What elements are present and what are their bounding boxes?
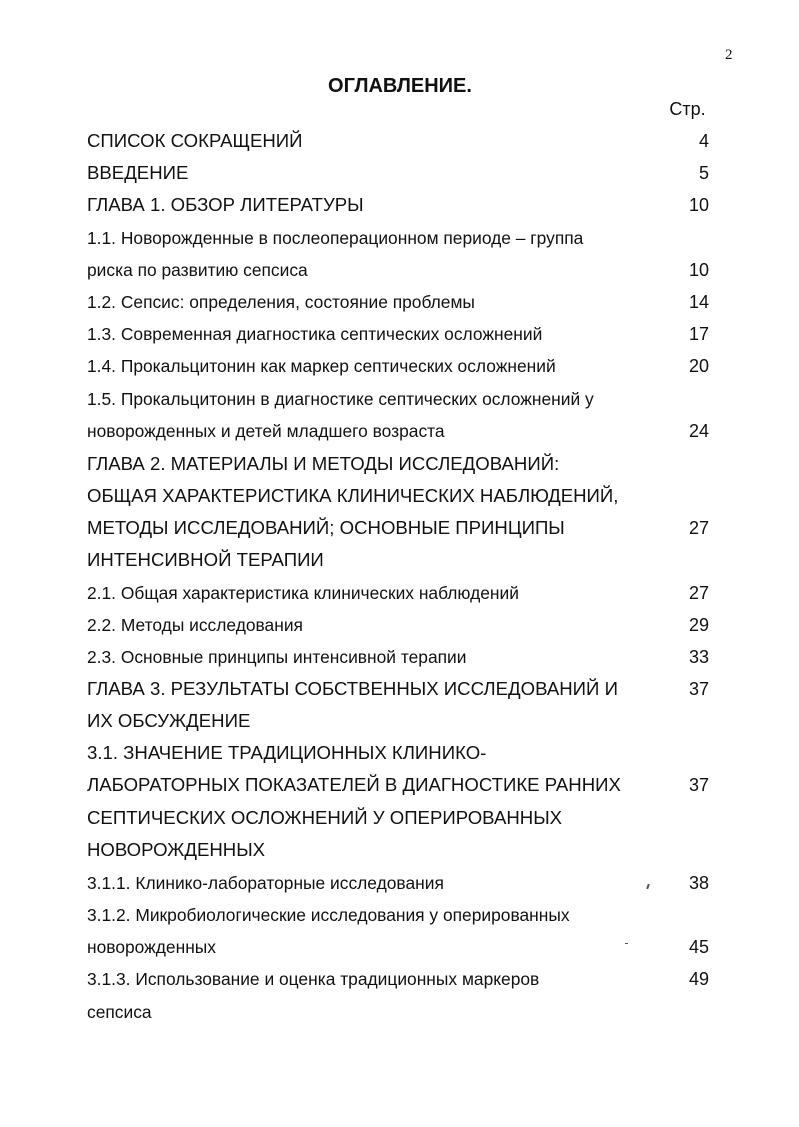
- toc-entry-text: ИНТЕНСИВНОЙ ТЕРАПИИ: [87, 549, 324, 570]
- toc-entry-text: 1.5. Прокальцитонин в диагностике септических осложнений у: [87, 389, 594, 409]
- toc-entry-page: 20: [688, 356, 709, 376]
- toc-entry-page: 24: [688, 421, 709, 441]
- toc-entry-page: 5: [698, 163, 709, 183]
- toc-entry: [87, 737, 715, 769]
- toc-entry: [87, 286, 715, 318]
- toc-entry-text: ОБЩАЯ ХАРАКТЕРИСТИКА КЛИНИЧЕСКИХ НАБЛЮДЕНИЙ,: [87, 485, 619, 506]
- toc-entry-page: 10: [688, 195, 709, 215]
- toc-entry: [87, 641, 715, 673]
- toc-entry-text: сепсиса: [87, 1002, 152, 1022]
- toc-entry: [87, 448, 715, 480]
- toc-entry-text: 3.1. ЗНАЧЕНИЕ ТРАДИЦИОННЫХ КЛИНИКО-: [87, 742, 487, 763]
- toc-entry-text: новорожденных и детей младшего возраста: [87, 421, 445, 441]
- toc-entry-text: 2.1. Общая характеристика клинических наблюдений: [87, 583, 519, 603]
- toc-entry-text: 3.1.1. Клинико-лабораторные исследования: [87, 873, 444, 893]
- toc-entry-page: 33: [688, 647, 709, 667]
- toc-entry-text: ГЛАВА 2. МАТЕРИАЛЫ И МЕТОДЫ ИССЛЕДОВАНИЙ:: [87, 453, 560, 474]
- page-title: ОГЛАВЛЕНИЕ.: [328, 75, 472, 97]
- toc-entry-page: 17: [688, 324, 709, 344]
- toc-entry-text: 3.1.3. Использование и оценка традиционных маркеров: [87, 969, 540, 989]
- toc-entry-text: ГЛАВА 1. ОБЗОР ЛИТЕРАТУРЫ: [87, 194, 364, 215]
- toc-entry-text: риска по развитию сепсиса: [87, 260, 308, 280]
- page-column-header: Стр.: [669, 99, 706, 119]
- toc-entry: [87, 350, 715, 382]
- toc-entry: [87, 996, 715, 1028]
- toc-entry-text: 1.2. Сепсис: определения, состояние проблемы: [87, 292, 475, 312]
- toc-entry: [87, 609, 715, 641]
- toc-entry-text: ГЛАВА 3. РЕЗУЛЬТАТЫ СОБСТВЕННЫХ ИССЛЕДОВАНИЙ И: [87, 678, 618, 699]
- toc-entry-text: 1.4. Прокальцитонин как маркер септических осложнений: [87, 356, 556, 376]
- toc-entry-text: 2.2. Методы исследования: [87, 615, 303, 635]
- toc-entry-text: СПИСОК СОКРАЩЕНИЙ: [87, 130, 303, 151]
- toc-entry: [87, 705, 715, 737]
- toc-entry-text: 3.1.2. Микробиологические исследования у оперированных: [87, 905, 570, 925]
- toc-entry-text: 1.1. Новорожденные в послеоперационном периоде – группа: [87, 228, 584, 248]
- toc-entry: [87, 769, 715, 801]
- toc-entry: [87, 544, 715, 576]
- toc-entry: [87, 867, 715, 899]
- toc-entry: [87, 480, 715, 512]
- toc-entry: [87, 157, 715, 189]
- toc-entry-page: 14: [688, 292, 709, 312]
- toc-entry: [87, 834, 715, 866]
- toc-entry-text: ИХ ОБСУЖДЕНИЕ: [87, 710, 251, 731]
- toc-entry: [87, 577, 715, 609]
- page-number: 2: [725, 47, 733, 63]
- toc-entry-page: 27: [688, 583, 709, 603]
- toc-entry: [87, 931, 715, 963]
- toc-entry: [87, 512, 715, 544]
- toc-entry-page: 38: [688, 873, 709, 893]
- toc-entry-page: 37: [688, 775, 709, 795]
- toc-entry: [87, 254, 715, 286]
- toc-entry-text: НОВОРОЖДЕННЫХ: [87, 839, 266, 860]
- toc-entry: [87, 802, 715, 834]
- toc-entry: [87, 189, 715, 221]
- toc-entry: [87, 963, 715, 995]
- toc-entry: [87, 125, 715, 157]
- toc-entry-page: 10: [688, 260, 709, 280]
- toc-entry-text: 2.3. Основные принципы интенсивной терапии: [87, 647, 467, 667]
- toc-entry-page: 45: [688, 937, 709, 957]
- toc-entry-text: ВВЕДЕНИЕ: [87, 162, 189, 183]
- scan-speck: [625, 943, 628, 944]
- toc-entry-text: МЕТОДЫ ИССЛЕДОВАНИЙ; ОСНОВНЫЕ ПРИНЦИПЫ: [87, 517, 565, 538]
- toc-entry-page: 49: [688, 969, 709, 989]
- toc-entry-page: 4: [698, 131, 709, 151]
- toc-entry: [87, 318, 715, 350]
- toc-entry: [87, 222, 715, 254]
- toc-entry: [87, 899, 715, 931]
- toc-entry-text: 1.3. Современная диагностика септических осложнений: [87, 324, 543, 344]
- toc-entry-page: 37: [688, 679, 709, 699]
- toc-entry-text: СЕПТИЧЕСКИХ ОСЛОЖНЕНИЙ У ОПЕРИРОВАННЫХ: [87, 807, 563, 828]
- toc-entry: [87, 415, 715, 447]
- toc-entry: [87, 673, 715, 705]
- toc-entry-text: новорожденных: [87, 937, 216, 957]
- toc-entry-page: 29: [688, 615, 709, 635]
- toc-entry-text: ЛАБОРАТОРНЫХ ПОКАЗАТЕЛЕЙ В ДИАГНОСТИКЕ РАННИХ: [87, 774, 621, 795]
- toc-entry: [87, 383, 715, 415]
- toc-entry-page: 27: [688, 518, 709, 538]
